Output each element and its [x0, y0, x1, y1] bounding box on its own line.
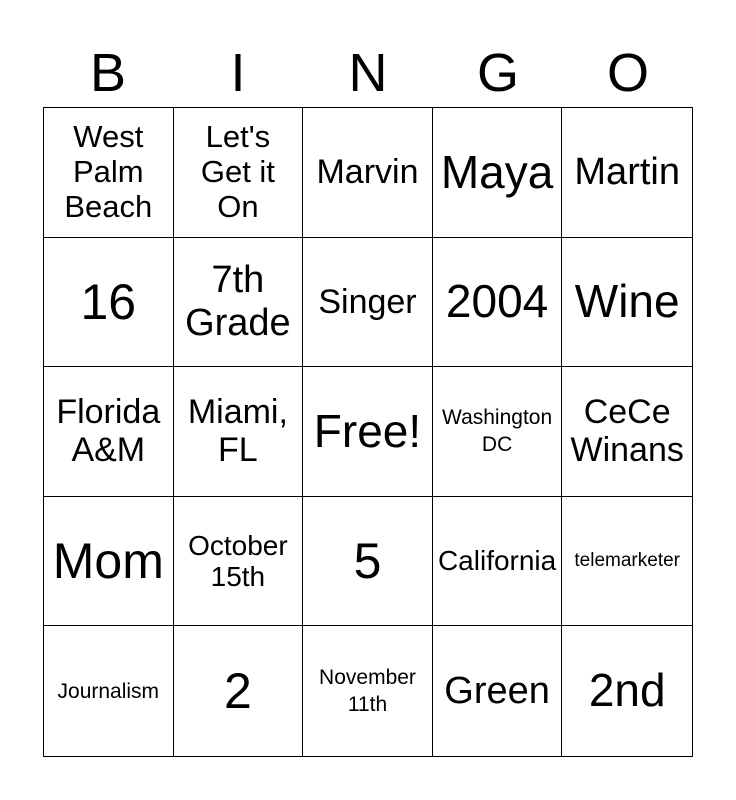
- bingo-cell[interactable]: telemarketer: [562, 497, 692, 627]
- bingo-cell[interactable]: Journalism: [44, 626, 174, 756]
- header-letter-n: N: [348, 43, 388, 103]
- bingo-cell[interactable]: 2: [174, 626, 304, 756]
- bingo-cell[interactable]: Let's Get it On: [174, 108, 304, 238]
- bingo-cell[interactable]: Maya: [433, 108, 563, 238]
- bingo-cell[interactable]: 7th Grade: [174, 238, 304, 368]
- free-space[interactable]: Free!: [303, 367, 433, 497]
- header-letter-o: O: [606, 43, 649, 103]
- bingo-cell[interactable]: Washington DC: [433, 367, 563, 497]
- bingo-cell[interactable]: Martin: [562, 108, 692, 238]
- bingo-cell[interactable]: Green: [433, 626, 563, 756]
- bingo-cell[interactable]: 2004: [433, 238, 563, 368]
- bingo-cell[interactable]: November 11th: [303, 626, 433, 756]
- bingo-cell[interactable]: CeCe Winans: [562, 367, 692, 497]
- bingo-cell[interactable]: Miami, FL: [174, 367, 304, 497]
- header-letter-g: G: [476, 43, 519, 103]
- bingo-cell[interactable]: California: [433, 497, 563, 627]
- bingo-cell[interactable]: October 15th: [174, 497, 304, 627]
- bingo-cell[interactable]: West Palm Beach: [44, 108, 174, 238]
- bingo-cell[interactable]: Singer: [303, 238, 433, 368]
- bingo-cell[interactable]: 16: [44, 238, 174, 368]
- header-letter-i: I: [230, 43, 246, 103]
- header-letter-b: B: [89, 43, 127, 103]
- bingo-board: [43, 107, 693, 757]
- bingo-cell[interactable]: 2nd: [588, 664, 666, 717]
- bingo-cell[interactable]: Wine: [562, 238, 692, 368]
- bingo-header: [43, 38, 693, 108]
- bingo-cell[interactable]: Mom: [44, 497, 174, 627]
- bingo-cell[interactable]: 5: [303, 497, 433, 627]
- bingo-cell[interactable]: Marvin: [303, 108, 433, 238]
- bingo-cell[interactable]: Florida A&M: [44, 367, 174, 497]
